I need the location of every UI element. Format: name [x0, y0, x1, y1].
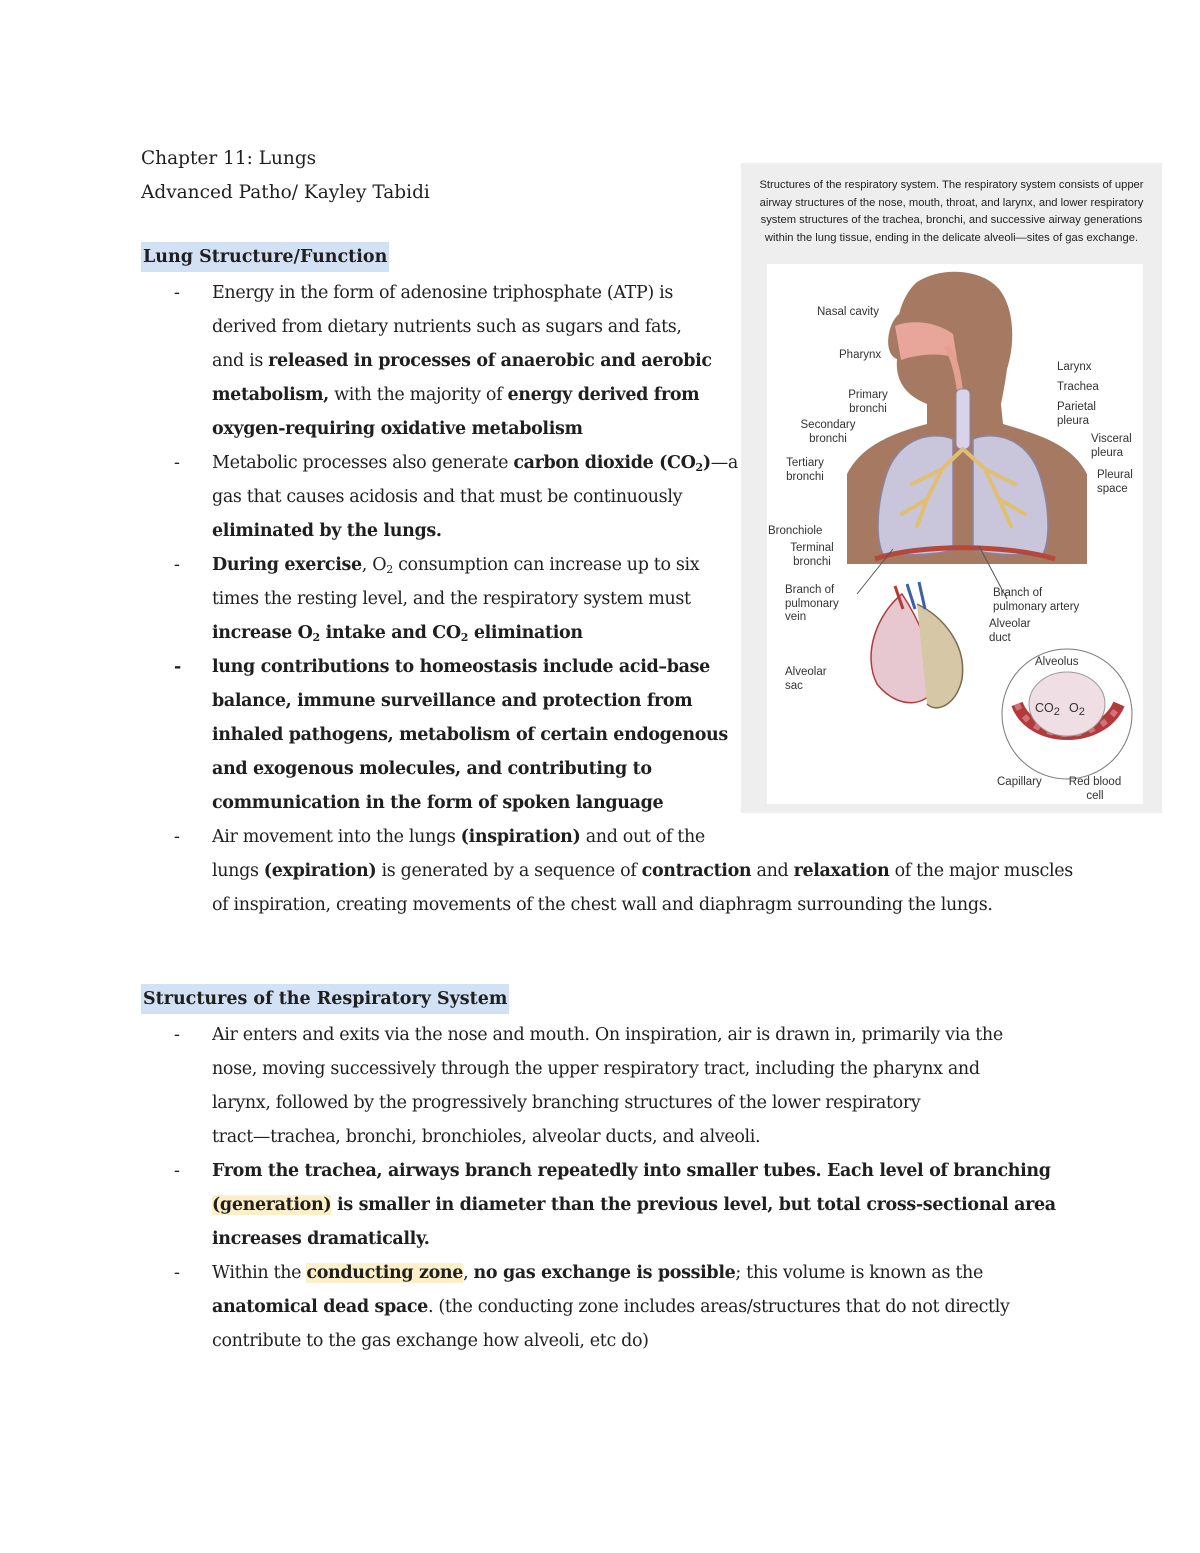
bullet-dash: - — [174, 283, 180, 303]
list-item-line: oxygen-requiring oxidative metabolism — [212, 419, 583, 439]
list-item-line: Air movement into the lungs (inspiration) and out of the — [212, 827, 705, 847]
bullet-dash: - — [174, 1025, 180, 1045]
label-nasal-cavity: Nasal cavity — [817, 306, 879, 318]
label-bronchiole: Bronchiole — [768, 525, 823, 537]
list-item-line: Within the conducting zone, no gas exchange is possible; this volume is known as the — [212, 1263, 983, 1283]
label-parietal-pleura: Parietal pleura — [1057, 401, 1096, 427]
section-heading-lung-structure: Lung Structure/Function — [141, 242, 389, 272]
list-item-line: tract—trachea, bronchi, bronchioles, alveolar ducts, and alveoli. — [212, 1127, 761, 1147]
label-primary-bronchi: Primary bronchi — [848, 389, 888, 415]
label-o2: $O_2$ — [1069, 701, 1085, 718]
list-item-line: Energy in the form of adenosine triphosphate (ATP) is — [212, 283, 673, 303]
label-pulmonary-artery: Branch of pulmonary artery — [993, 587, 1080, 613]
document-header — [141, 142, 430, 210]
label-alveolar-sac: Alveolar sac — [785, 666, 827, 692]
list-item-line: and is released in processes of anaerobic and aerobic — [212, 351, 712, 371]
list-item-line: lung contributions to homeostasis include acid–base — [212, 657, 710, 677]
document-title: Chapter 11: Lungs — [141, 148, 317, 169]
label-capillary: Capillary — [997, 776, 1042, 788]
bullet-dash: - — [174, 453, 180, 473]
list-item-line: anatomical dead space. (the conducting zone includes areas/structures that do not directly — [212, 1297, 1010, 1317]
section-heading-respiratory-structures: Structures of the Respiratory System — [141, 984, 509, 1014]
figure-caption: Structures of the respiratory system. The respiratory system consists of upper airway structures of the nose, mouth, throat, and larynx, and lower respiratory system structures of the trachea, bronchi, and successive airway generations within the lung tissue, ending in the delicate alveoli—sites of gas exchange. — [759, 179, 1144, 244]
label-co2: $CO_2$ — [1035, 701, 1060, 718]
label-visceral-pleura: Visceral pleura — [1091, 433, 1132, 459]
list-item-line: of inspiration, creating movements of the chest wall and diaphragm surrounding the lungs. — [212, 895, 993, 915]
label-red-blood-cell: Red blood cell — [1068, 776, 1122, 802]
bullet-dash: - — [174, 1161, 180, 1181]
list-item-line: metabolism, with the majority of energy derived from — [212, 385, 700, 405]
list-item-line: nose, moving successively through the upper respiratory tract, including the pharynx and — [212, 1059, 980, 1079]
list-item-line: eliminated by the lungs. — [212, 521, 442, 541]
label-pulmonary-vein: Branch of pulmonary vein — [785, 584, 839, 623]
figure-illustration — [767, 264, 1143, 804]
list-item-line: balance, immune surveillance and protection from — [212, 691, 693, 711]
list-item-line: and exogenous molecules, and contributing to — [212, 759, 652, 779]
bullet-dash: - — [174, 1263, 180, 1283]
highlight-conducting-zone: conducting zone — [306, 1263, 464, 1283]
list-item-line: Air enters and exits via the nose and mouth. On inspiration, air is drawn in, primarily via the — [212, 1025, 1003, 1045]
list-item-line: (generation) is smaller in diameter than the previous level, but total cross-sectional area — [212, 1195, 1056, 1215]
trachea-shape — [956, 389, 970, 449]
list-item-line: gas that causes acidosis and that must be continuously — [212, 487, 683, 507]
list-item-line: communication in the form of spoken language — [212, 793, 664, 813]
label-pharynx: Pharynx — [839, 349, 882, 361]
label-alveolar-duct: Alveolar duct — [989, 618, 1031, 644]
bullet-dash: - — [174, 827, 180, 847]
label-pleural-space: Pleural space — [1097, 469, 1133, 495]
list-item-line: derived from dietary nutrients such as sugars and fats, — [212, 317, 682, 337]
bullet-dash: - — [174, 657, 182, 677]
label-tertiary-bronchi: Tertiary bronchi — [786, 457, 824, 483]
list-item-line: inhaled pathogens, metabolism of certain endogenous — [212, 725, 728, 745]
list-item-line: contribute to the gas exchange how alveoli, etc do) — [212, 1331, 649, 1351]
label-alveolus: Alveolus — [1035, 656, 1079, 668]
list-item-line: times the resting level, and the respiratory system must — [212, 589, 691, 609]
document-subtitle: Advanced Patho/ Kayley Tabidi — [141, 182, 430, 203]
label-larynx: Larynx — [1057, 361, 1092, 373]
list-item-line: From the trachea, airways branch repeatedly into smaller tubes. Each level of branching — [212, 1161, 1051, 1181]
label-trachea: Trachea — [1057, 381, 1099, 393]
alveolar-sac-detail — [871, 582, 963, 708]
bullet-dash: - — [174, 555, 180, 575]
label-secondary-bronchi: Secondary bronchi — [800, 419, 856, 445]
highlight-generation: (generation) — [212, 1195, 332, 1215]
list-item-line: Metabolic processes also generate carbon dioxide $(CO_2)—a$ — [212, 453, 738, 474]
respiratory-system-figure — [741, 163, 1162, 813]
list-item-line: increases dramatically. — [212, 1229, 430, 1249]
list-item-line: lungs (expiration) is generated by a sequence of contraction and relaxation of the major muscles — [212, 861, 1073, 881]
respiratory-illustration-svg — [767, 264, 1143, 804]
list-item-line: During exercise, $O_2$ consumption can increase up to six — [212, 555, 700, 576]
list-item-line: increase $O_2$ intake and $CO_2$ elimination — [212, 623, 583, 644]
label-terminal-bronchi: Terminal bronchi — [790, 542, 834, 568]
list-item-line: larynx, followed by the progressively branching structures of the lower respiratory — [212, 1093, 921, 1113]
